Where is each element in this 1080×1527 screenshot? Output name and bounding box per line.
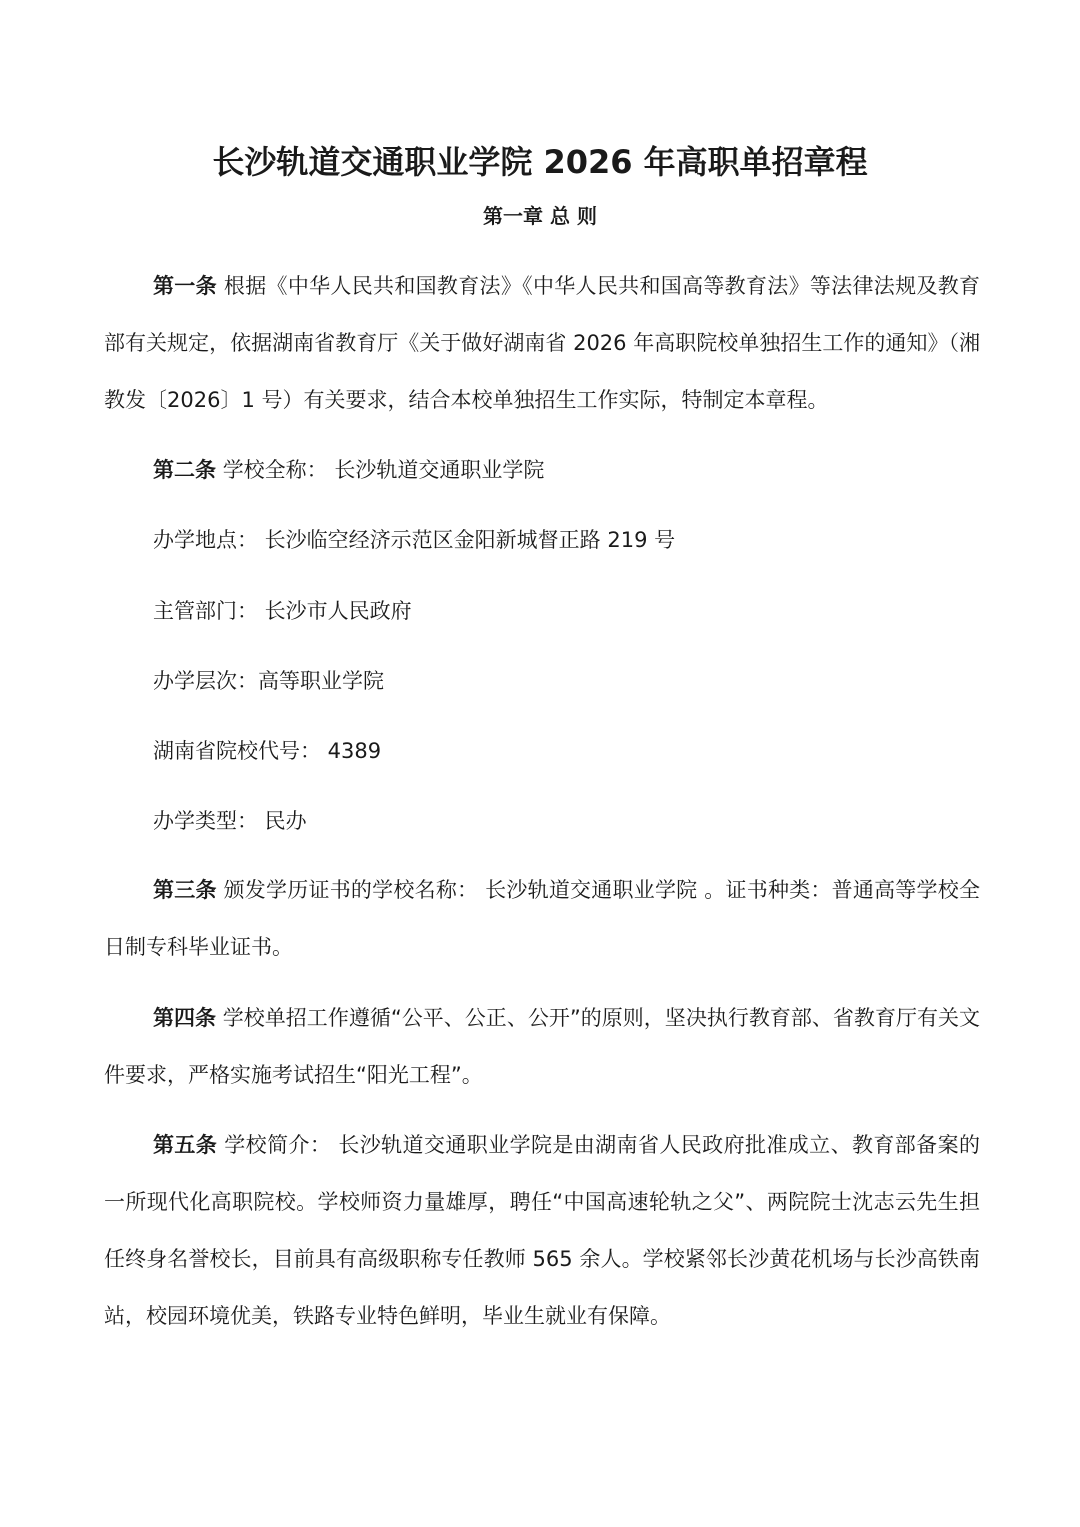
school-authority: 主管部门： 长沙市人民政府 (153, 599, 412, 623)
school-address: 办学地点： 长沙临空经济示范区金阳新城督正路 219 号 (153, 528, 676, 552)
article-4 (104, 990, 980, 1104)
chapter-title: 第一章 总 则 (483, 204, 597, 228)
article-2-number: 第二条 (153, 458, 216, 482)
article-1-text: 根据《中华人民共和国教育法》《中华人民共和国高等教育法》等法律法规及教育部有关规定，依据湖南省教育厅《关于做好湖南省 2026 年高职院校单独招生工作的通知》（湘教发〔2026〕1 号）有关要求，结合本校单独招生工作实际，特制定本章程。 (104, 274, 981, 412)
article-3 (104, 862, 980, 976)
school-full-name: 学校全称： 长沙轨道交通职业学院 (222, 458, 545, 482)
article-3-number: 第三条 (153, 878, 217, 902)
article-2 (153, 454, 544, 486)
article-1-number: 第一条 (153, 274, 217, 298)
school-level: 办学层次：高等职业学院 (153, 669, 384, 693)
article-5-text: 学校简介： 长沙轨道交通职业学院是由湖南省人民政府批准成立、教育部备案的一所现代化高职院校。学校师资力量雄厚，聘任“中国高速轮轨之父”、两院院士沈志云先生担任终身名誉校长，目前具有高级职称专任教师 565 余人。学校紧邻长沙黄花机场与长沙高铁南站，校园环境优美，铁路专业特色鲜明，毕业生就业有保障。 (104, 1133, 980, 1328)
article-4-number: 第四条 (153, 1006, 217, 1030)
article-1 (104, 258, 980, 429)
article-3-text: 颁发学历证书的学校名称： 长沙轨道交通职业学院 。证书种类：普通高等学校全日制专科毕业证书。 (104, 878, 980, 959)
school-type: 办学类型： 民办 (153, 809, 307, 833)
article-4-text: 学校单招工作遵循“公平、公正、公开”的原则，坚决执行教育部、省教育厅有关文件要求，严格实施考试招生“阳光工程”。 (104, 1006, 980, 1087)
article-5 (104, 1117, 980, 1345)
school-code: 湖南省院校代号： 4389 (153, 739, 382, 763)
document-title: 长沙轨道交通职业学院 2026 年高职单招章程 (212, 143, 868, 181)
article-5-number: 第五条 (153, 1133, 218, 1157)
